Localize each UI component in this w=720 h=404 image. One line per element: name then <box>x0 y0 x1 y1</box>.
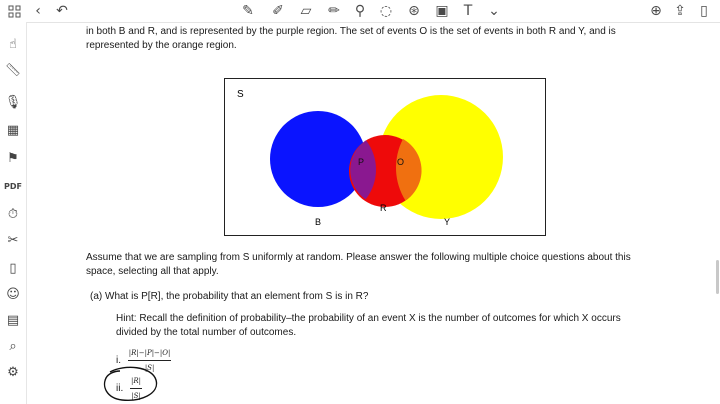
hint-paragraph <box>116 312 716 340</box>
bookmark-icon[interactable]: ⚑ <box>7 150 19 166</box>
label-S: S <box>237 89 244 100</box>
option-i-denominator: |S| <box>144 364 155 372</box>
document-page <box>26 22 720 404</box>
label-Y: Y <box>444 217 451 227</box>
label-P: P <box>358 157 365 167</box>
table-icon[interactable]: ▤ <box>6 312 20 328</box>
intro-line-3: represented by the orange region. <box>86 40 237 51</box>
pdf-icon[interactable]: PDF <box>4 181 22 191</box>
option-i-label: i. <box>116 355 121 367</box>
shapes-icon[interactable]: ⊛ <box>408 3 420 19</box>
intro-paragraph <box>86 22 706 53</box>
phone-icon[interactable]: ▯ <box>9 260 17 276</box>
lasso-icon[interactable]: ◌ <box>379 3 393 19</box>
label-R: R <box>380 203 387 213</box>
option-ii-numerator: |R| <box>130 374 142 389</box>
marker-icon[interactable]: ⚲ <box>354 3 366 19</box>
question-a: (a) What is P[R], the probability that an element from S is in R? <box>90 291 369 302</box>
add-page-icon[interactable]: ⊕ <box>650 3 662 19</box>
eraser-icon[interactable]: ▱ <box>300 3 312 19</box>
assume-paragraph <box>86 251 706 279</box>
settings-icon[interactable]: ⚙ <box>7 364 19 380</box>
camera-icon[interactable]: ▣ <box>435 3 449 19</box>
option-ii-label: ii. <box>116 383 124 395</box>
page-icon[interactable]: ▯ <box>700 3 708 19</box>
timer-icon[interactable]: ⏱ <box>7 206 19 222</box>
option-ii-denominator: |S| <box>131 392 141 400</box>
top-toolbar <box>0 0 720 23</box>
text-icon[interactable]: T <box>463 3 473 19</box>
scrollbar-thumb[interactable] <box>716 260 719 294</box>
hand-icon[interactable]: ☝ <box>9 36 17 52</box>
venn-diagram <box>225 79 545 235</box>
pencil-icon[interactable]: ✎ <box>242 3 254 19</box>
robot-icon[interactable]: ☺ <box>6 286 20 302</box>
highlighter-icon[interactable]: ✏ <box>328 3 340 19</box>
venn-diagram-figure <box>224 78 546 236</box>
option-i-numerator: |R|−|P|−|O| <box>128 346 172 361</box>
intro-line-2: in both B and R, and is represented by the purple region. The set of events O is the set of events in both R and Y, and is <box>86 26 616 37</box>
ruler-icon[interactable]: 📏︎ <box>4 62 22 78</box>
hint-line-1: Hint: Recall the definition of probability–the probability of an event X is the number of outcomes for which X occurs <box>116 313 621 324</box>
more-icon[interactable]: ⌄ <box>488 3 500 19</box>
search-icon[interactable]: ⌕ <box>9 338 17 354</box>
grid-icon[interactable] <box>4 1 24 21</box>
assume-line-2: space, selecting all that apply. <box>86 266 219 277</box>
assume-line-1: Assume that we are sampling from S uniformly at random. Please answer the following multiple choice questions about this <box>86 252 631 263</box>
undo-icon[interactable]: ↶ <box>56 3 68 19</box>
back-icon[interactable]: ‹ <box>35 3 41 19</box>
label-B: B <box>315 217 322 227</box>
scissors-icon[interactable]: ✂ <box>7 232 19 248</box>
left-sidebar <box>0 22 27 404</box>
hint-line-2: divided by the total number of outcomes. <box>116 327 297 338</box>
label-O: O <box>397 157 405 167</box>
calculator-icon[interactable]: ▦ <box>6 122 20 138</box>
mic-icon[interactable]: 🎙︎ <box>4 94 22 110</box>
brush-icon[interactable]: ✐ <box>272 3 284 19</box>
share-icon[interactable]: ⇪ <box>674 3 686 19</box>
handwritten-circle-annotation <box>100 366 164 404</box>
